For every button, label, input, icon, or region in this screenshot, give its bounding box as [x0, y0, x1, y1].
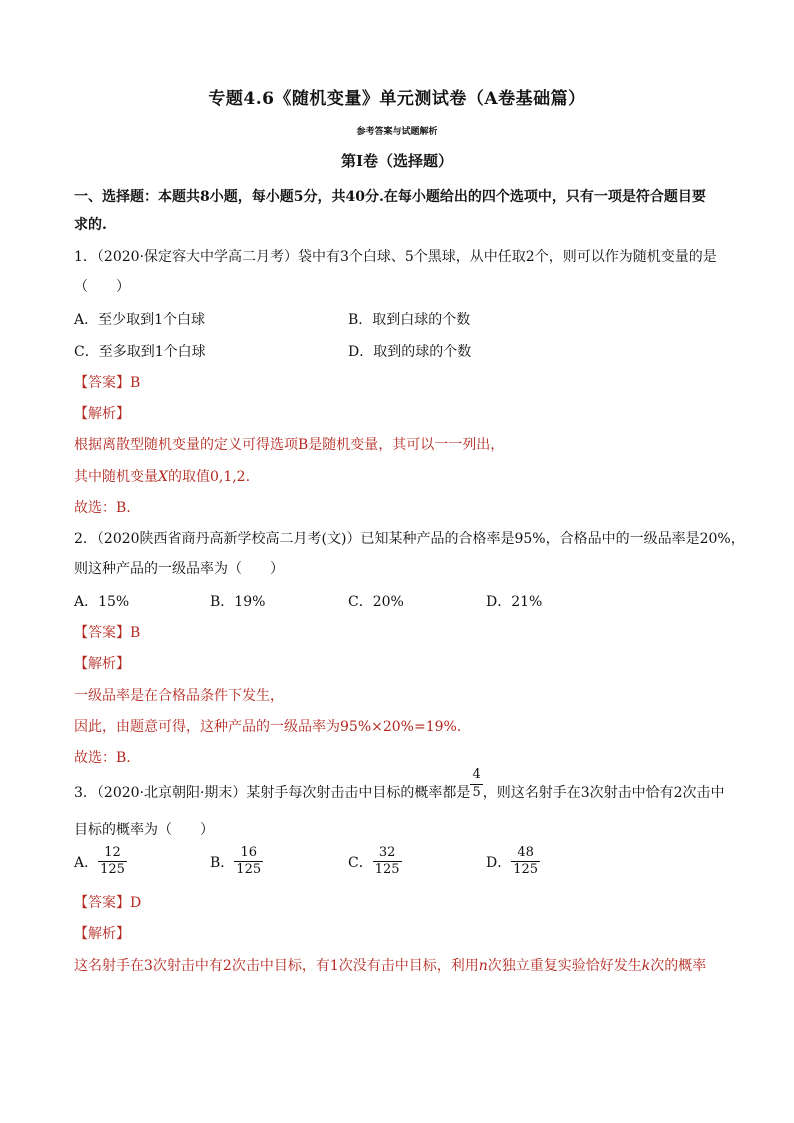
q3-option-c-label: C．: [348, 854, 373, 871]
q3-stem-line-2: 目标的概率为（ ）: [74, 822, 214, 838]
q3-option-a-numerator: 12: [98, 846, 127, 862]
document-title: 专题4.6《随机变量》单元测试卷（A卷基础篇）: [208, 89, 586, 109]
q3-solution-text-a: 这名射手在3次射击中有2次击中目标，有1次没有击中目标，利用: [74, 958, 479, 974]
q3-option-a-denominator: 125: [100, 862, 125, 878]
q3-probability-numerator: 4: [470, 768, 482, 784]
q3-option-d: [486, 846, 540, 878]
q3-option-d-denominator: 125: [513, 862, 539, 878]
q3-analysis-label: 【解析】: [74, 926, 130, 942]
q3-probability-fraction: [470, 768, 482, 800]
q2-option-b: B．19%: [210, 594, 266, 610]
q1-stem-line-1: 1．（2020·保定容大中学高二月考）袋中有3个白球、5个黑球，从中任取2个，则可以作为随机变量的是: [74, 249, 717, 265]
q3-option-b-numerator: 16: [234, 846, 263, 862]
q3-stem-line-1: [74, 767, 734, 802]
document-subtitle: 参考答案与试题解析: [356, 127, 438, 137]
q1-option-b: B．取到白球的个数: [348, 312, 471, 328]
q3-solution-line-1: [74, 955, 734, 975]
instructions-line-2: 求的.: [74, 217, 107, 233]
q1-solution-text-a: 其中随机变量: [74, 469, 158, 485]
q1-option-c: C．至多取到1个白球: [74, 344, 206, 360]
q1-option-d: D．取到的球的个数: [348, 344, 472, 360]
q3-option-b: [210, 846, 263, 878]
q3-option-b-label: B．: [210, 854, 235, 871]
q2-stem-line-1: 2．（2020陕西省商丹高新学校高二月考(文)）已知某种产品的合格率是95%，合格品中的一级品率是20%，: [74, 531, 745, 547]
q1-answer: 【答案】B: [74, 375, 141, 391]
q1-solution-text-b: 的取值0,1,2.: [167, 469, 251, 485]
q3-option-c-numerator: 32: [373, 846, 402, 862]
q3-option-a-fraction: [98, 846, 127, 878]
q3-option-b-fraction: [234, 846, 263, 878]
q3-variable-k: k: [641, 958, 651, 974]
q2-solution-line-2: 因此，由题意可得，这种产品的一级品率为95%×20%=19%.: [74, 719, 462, 735]
q3-variable-n: n: [478, 958, 488, 974]
q3-option-d-numerator: 48: [511, 846, 540, 862]
q2-solution-line-3: 故选：B.: [74, 750, 131, 766]
q3-answer: 【答案】D: [74, 895, 142, 911]
q3-solution-text-c: 次的概率: [650, 958, 707, 974]
q2-solution-line-1: 一级品率是在合格品条件下发生，: [74, 688, 284, 704]
q2-analysis-label: 【解析】: [74, 656, 130, 672]
q3-option-d-fraction: [511, 846, 540, 878]
section-heading: 第Ⅰ卷（选择题）: [340, 152, 454, 170]
q1-analysis-label: 【解析】: [74, 406, 130, 422]
q2-option-c: C．20%: [348, 594, 404, 610]
q3-stem-text-b: ，则这名射手在3次射击中恰有2次击中: [482, 785, 725, 801]
q2-option-a: A．15%: [74, 594, 130, 610]
q2-option-d: D．21%: [486, 594, 543, 610]
q3-probability-denominator: 5: [472, 784, 481, 800]
q3-option-c: [348, 846, 402, 878]
q3-option-c-fraction: [373, 846, 402, 878]
q3-option-a-label: A．: [74, 854, 99, 871]
q1-option-a: A．至少取到1个白球: [74, 312, 206, 328]
q2-answer: 【答案】B: [74, 625, 141, 641]
q3-solution-text-b: 次独立重复实验恰好发生: [487, 958, 642, 974]
q1-stem-line-2: （ ）: [74, 279, 130, 295]
q1-variable-x: X: [158, 469, 168, 485]
q1-solution-line-2: [74, 466, 734, 486]
q3-stem-text-a: 3．（2020·北京朝阳·期末）某射手每次射击击中目标的概率都是: [74, 785, 471, 801]
q1-solution-line-1: 根据离散型随机变量的定义可得选项B是随机变量，其可以一一列出，: [74, 437, 505, 453]
q2-stem-line-2: 则这种产品的一级品率为（ ）: [74, 561, 284, 577]
instructions-line-1: 一、选择题：本题共8小题，每小题5分，共40分.在每小题给出的四个选项中，只有一项是符合题目要: [74, 189, 706, 205]
q3-option-a: [74, 846, 127, 878]
q3-option-d-label: D．: [486, 854, 512, 871]
q1-solution-line-3: 故选：B.: [74, 500, 131, 516]
q3-option-c-denominator: 125: [374, 862, 400, 878]
q3-option-b-denominator: 125: [236, 862, 262, 878]
